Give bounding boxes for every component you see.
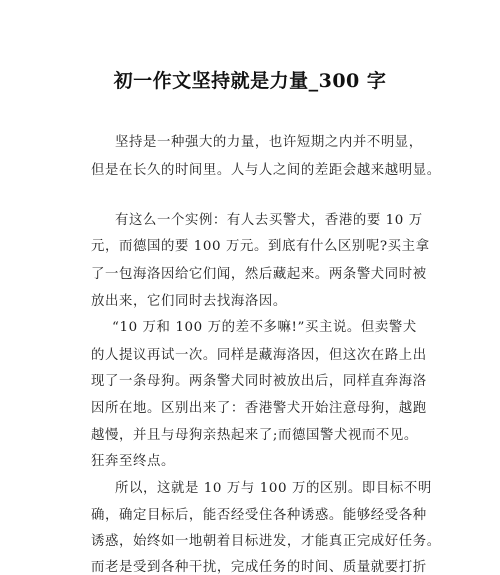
paragraph-line: 越慢，并且与母狗亲热起来了;而德国警犬视而不见。 [91, 428, 418, 443]
paragraph-line: 因所在地。区别出来了：香港警犬开始注意母狗，越跑 [91, 401, 427, 416]
paragraph-line: 元，而德国的要 100 万元。到底有什么区别呢?买主拿 [91, 239, 430, 254]
paragraph-line: “10 万和 100 万的差不多嘛!”买主说。但卖警犬 [112, 320, 417, 335]
paragraph-line: 的人提议再试一次。同样是藏海洛因，但这次在路上出 [91, 348, 427, 363]
paragraph-line: 所以，这就是 10 万与 100 万的区别。即目标不明 [115, 481, 432, 496]
paragraph-line: 放出来，它们同时去找海洛因。 [91, 294, 287, 309]
paragraph-line: 现了一条母狗。两条警犬同时被放出后，同样直奔海洛 [91, 374, 427, 389]
paragraph-line: 有这么一个实例：有人去买警犬，香港的要 10 万 [115, 213, 423, 228]
paragraph-line: 坚持是一种强大的力量，也许短期之内并不明显， [115, 135, 423, 150]
paragraph-line: 但是在长久的时间里。人与人之间的差距会越来越明显。 [91, 163, 441, 178]
document-title: 初一作文坚持就是力量_300 字 [113, 70, 387, 92]
paragraph-line: 而老是受到各种干扰，完成任务的时间、质量就要打折 [91, 560, 427, 575]
paragraph-line: 狂奔至终点。 [91, 454, 175, 469]
paragraph-line: 诱惑，始终如一地朝着目标进发，才能真正完成好任务。 [91, 534, 441, 549]
paragraph-line: 确，确定目标后，能否经受住各种诱惑。能够经受各种 [91, 508, 427, 523]
paragraph-line: 了一包海洛因给它们闻，然后藏起来。两条警犬同时被 [91, 267, 427, 282]
